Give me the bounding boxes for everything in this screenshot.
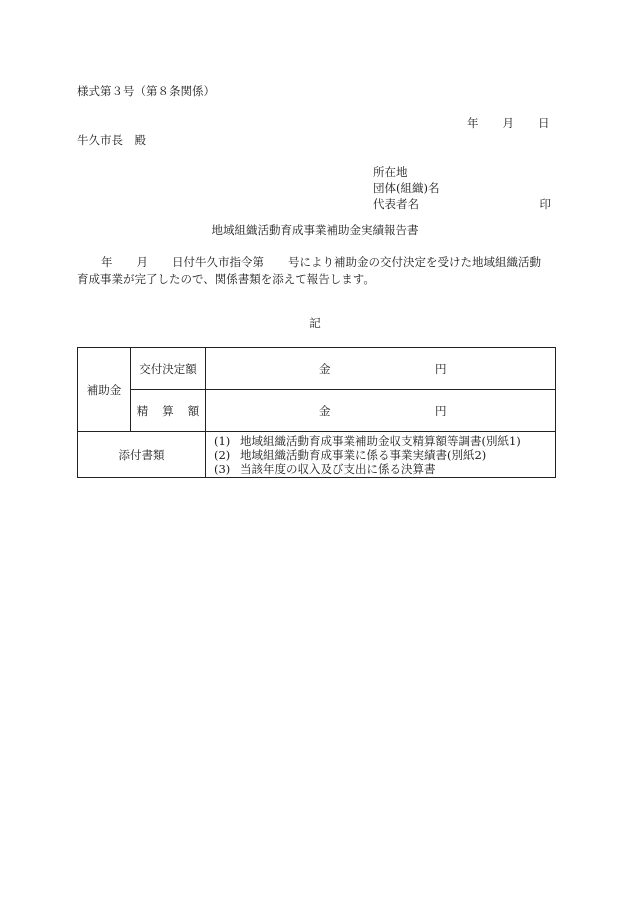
date-day: 日	[538, 116, 550, 130]
body-text	[77, 254, 555, 288]
kin-label: 金	[319, 403, 331, 418]
table-row	[78, 348, 556, 390]
body-line1-rest: 号により補助金の交付決定を受けた地域組織活動	[288, 255, 541, 269]
kin-label: 金	[319, 361, 331, 376]
document-title: 地域組織活動育成事業補助金実績報告書	[211, 223, 419, 237]
representative-row	[373, 196, 551, 212]
date-month: 月	[502, 116, 514, 130]
address-label: 所在地	[373, 165, 408, 179]
ki-heading: 記	[309, 316, 321, 330]
body-month: 月	[136, 255, 148, 269]
date-year: 年	[467, 116, 479, 130]
addressee: 牛久市長 殿	[77, 133, 146, 147]
body-year: 年	[101, 255, 113, 269]
grant-decision-label: 交付決定額	[131, 348, 206, 390]
seal-mark: 印	[539, 197, 551, 211]
grant-table	[77, 347, 556, 478]
yen-label: 円	[435, 361, 447, 376]
representative-label: 代表者名	[373, 197, 419, 211]
table-row	[78, 390, 556, 432]
attachments-list	[206, 432, 556, 478]
form-number: 様式第３号（第８条関係）	[77, 84, 215, 98]
body-line-2: 育成事業が完了したので、関係書類を添えて報告します。	[77, 272, 375, 286]
body-line-1	[77, 254, 555, 271]
date-line	[467, 118, 550, 130]
grant-decision-amount	[206, 348, 556, 390]
yen-label: 円	[435, 403, 447, 418]
subsidy-group-label: 補助金	[78, 348, 131, 432]
sender-block	[373, 164, 551, 212]
attachment-item: (3) 当該年度の収入及び支出に係る決算書	[214, 461, 436, 476]
settlement-amount	[206, 390, 556, 432]
attachments-label: 添付書類	[78, 432, 206, 478]
settlement-label: 精 算 額	[131, 390, 206, 432]
group-name-label: 団体(組織)名	[373, 181, 440, 195]
attachment-item: (1) 地域組織活動育成事業補助金収支精算額等調書(別紙1)	[214, 433, 521, 448]
table-row	[78, 432, 556, 478]
attachment-item: (2) 地域組織活動育成事業に係る事業実績書(別紙2)	[214, 447, 487, 462]
body-day-ref: 日付牛久市指令第	[172, 255, 264, 269]
